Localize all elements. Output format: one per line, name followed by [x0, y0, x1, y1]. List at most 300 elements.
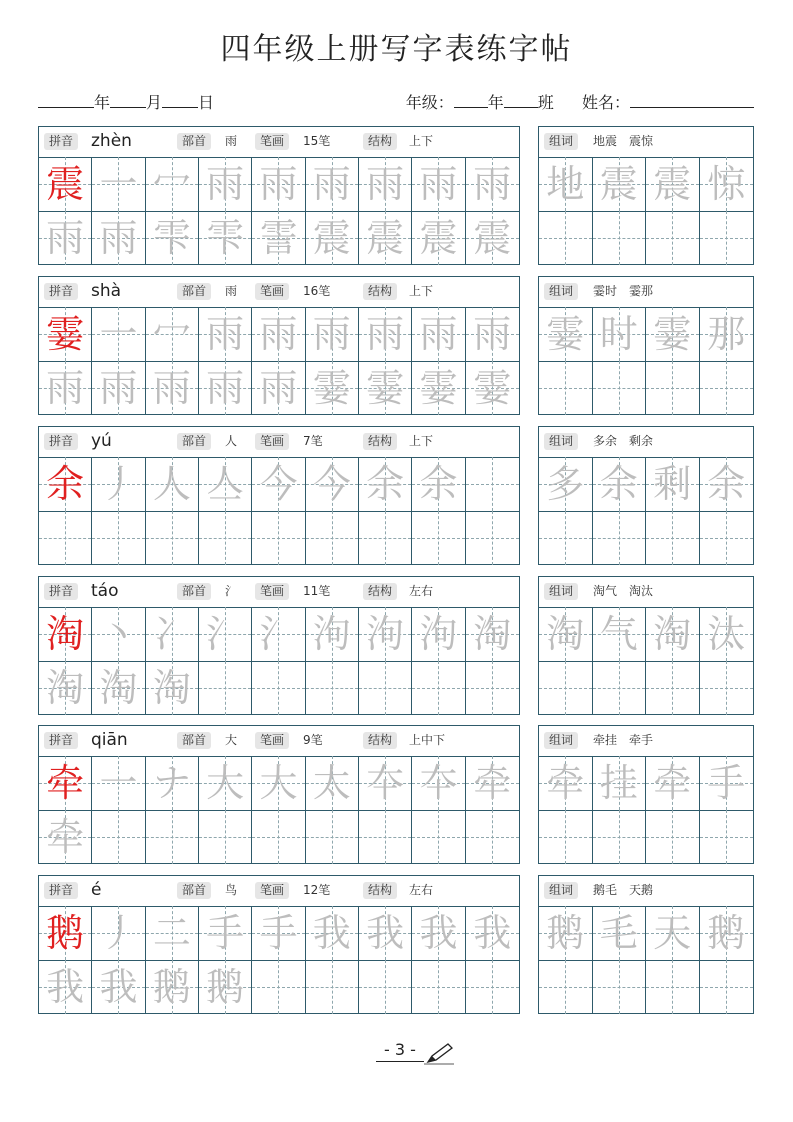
words-grid	[538, 126, 754, 265]
word-grid-cell[interactable]	[700, 960, 754, 1014]
grid-cell[interactable]	[359, 661, 412, 715]
grade-label: 年级：	[405, 93, 454, 112]
grid-cell[interactable]	[359, 307, 412, 361]
grid-cell[interactable]	[466, 511, 519, 565]
word-row	[539, 211, 753, 265]
words-header	[539, 577, 753, 608]
word-char: 震	[653, 162, 692, 206]
grid-cell[interactable]	[199, 307, 252, 361]
radical-value: 鸟	[225, 883, 238, 897]
stroke-step-char: 人	[152, 462, 191, 506]
grid-cell[interactable]	[359, 960, 412, 1014]
stroke-step-char: 手	[259, 911, 298, 955]
radical-value: 雨	[225, 284, 238, 298]
pen-icon	[424, 1042, 456, 1066]
word-char: 挂	[599, 761, 638, 805]
word-grid-cell[interactable]	[539, 457, 593, 511]
word-grid-cell[interactable]	[539, 157, 593, 211]
stroke-step-char	[252, 661, 304, 715]
stroke-step-char	[199, 810, 251, 864]
stroke-step-char	[252, 810, 304, 864]
grid-cell[interactable]	[146, 511, 199, 565]
stroke-step-char	[412, 661, 464, 715]
word-grid-cell[interactable]	[646, 810, 700, 864]
grid-cell[interactable]	[39, 607, 92, 661]
stroke-step-char: 雨	[206, 312, 245, 356]
strokes-tag: 笔画	[255, 882, 289, 899]
grid-cell[interactable]	[466, 361, 519, 415]
grid-cell[interactable]	[92, 906, 145, 960]
structure-tag: 结构	[363, 583, 397, 600]
grid-cell[interactable]	[92, 661, 145, 715]
word-grid-cell[interactable]	[700, 810, 754, 864]
stroke-step-char	[92, 810, 144, 864]
pinyin-value: qiān	[91, 730, 128, 750]
grid-cell[interactable]	[412, 457, 465, 511]
structure-value: 左右	[409, 584, 434, 598]
grid-cell[interactable]	[199, 756, 252, 810]
stroke-step-char: 雨	[206, 162, 245, 206]
year-blank[interactable]	[38, 91, 94, 108]
grid-cell[interactable]	[252, 607, 305, 661]
pinyin-tag: 拼音	[44, 133, 78, 150]
word-row	[539, 511, 753, 565]
word-grid-cell[interactable]	[646, 906, 700, 960]
stroke-step-char	[306, 810, 358, 864]
word-grid-cell[interactable]	[539, 307, 593, 361]
word-row	[539, 661, 753, 715]
grid-cell[interactable]	[92, 810, 145, 864]
stroke-step-char	[466, 960, 519, 1014]
strokes-tag: 笔画	[255, 433, 289, 450]
word-grid-cell[interactable]	[646, 157, 700, 211]
word-char: 地	[546, 162, 585, 206]
grid-cell[interactable]	[359, 607, 412, 661]
word-char: 剩	[653, 462, 692, 506]
word-grid-cell[interactable]	[700, 756, 754, 810]
word-grid-cell[interactable]	[593, 307, 647, 361]
grid-cell[interactable]	[412, 607, 465, 661]
grid-cell[interactable]	[412, 511, 465, 565]
strokes-tag: 笔画	[255, 583, 289, 600]
word-grid-cell[interactable]	[539, 906, 593, 960]
grid-cell[interactable]	[252, 157, 305, 211]
stroke-step-char	[39, 511, 91, 565]
word-char: 淘	[546, 612, 585, 656]
practice-grid	[38, 126, 520, 265]
grid-cell[interactable]	[146, 457, 199, 511]
grid-cell[interactable]	[39, 906, 92, 960]
words-header	[539, 427, 753, 458]
model-char: 鹅	[46, 911, 85, 955]
radical-tag: 部首	[177, 583, 211, 600]
grid-cell[interactable]	[146, 607, 199, 661]
word-grid-cell[interactable]	[593, 457, 647, 511]
word-grid-cell[interactable]	[646, 607, 700, 661]
radical-tag: 部首	[177, 133, 211, 150]
grid-cell[interactable]	[92, 756, 145, 810]
grid-cell[interactable]	[199, 607, 252, 661]
grid-cell[interactable]	[412, 361, 465, 415]
practice-grid	[38, 426, 520, 565]
word-grid-cell[interactable]	[646, 307, 700, 361]
strokes-tag: 笔画	[255, 283, 289, 300]
word-grid-cell[interactable]	[539, 756, 593, 810]
grid-cell[interactable]	[306, 661, 359, 715]
word-grid-cell[interactable]	[593, 211, 647, 265]
day-blank[interactable]	[162, 91, 198, 108]
word-grid-cell[interactable]	[539, 361, 593, 415]
strokes-tag: 笔画	[255, 732, 289, 749]
stroke-step-char: 雨	[419, 162, 458, 206]
char-block	[38, 576, 754, 715]
radical-tag: 部首	[177, 433, 211, 450]
grid-cell[interactable]	[252, 361, 305, 415]
student-fields	[406, 90, 754, 113]
word-grid-cell[interactable]	[593, 511, 647, 565]
grid-row	[39, 607, 519, 662]
grid-cell[interactable]	[146, 661, 199, 715]
strokes-value: 12笔	[303, 883, 331, 897]
grid-cell[interactable]	[306, 511, 359, 565]
grid-cell[interactable]	[466, 211, 519, 265]
grid-cell[interactable]	[146, 157, 199, 211]
words-grid	[538, 276, 754, 415]
grid-cell[interactable]	[146, 960, 199, 1014]
grid-cell[interactable]	[146, 906, 199, 960]
grid-cell[interactable]	[359, 756, 412, 810]
grid-cell[interactable]	[412, 307, 465, 361]
word-grid-cell[interactable]	[700, 307, 754, 361]
grid-cell[interactable]	[466, 756, 519, 810]
grid-cell[interactable]	[306, 906, 359, 960]
word-grid-cell[interactable]	[593, 157, 647, 211]
stroke-step-char: 一	[99, 162, 138, 206]
word-grid-cell[interactable]	[593, 906, 647, 960]
stroke-step-char: 淘	[152, 666, 191, 710]
radical-value: 氵	[225, 584, 238, 598]
stroke-step-char: 泃	[312, 612, 351, 656]
word-grid-cell[interactable]	[539, 211, 593, 265]
stroke-step-char: 冖	[152, 312, 191, 356]
stroke-step-char: 雨	[99, 216, 138, 260]
char-info-header	[39, 726, 519, 757]
stroke-step-char	[359, 511, 411, 565]
grade-blank[interactable]	[454, 91, 488, 108]
word-grid-cell[interactable]	[593, 607, 647, 661]
structure-tag: 结构	[363, 732, 397, 749]
grid-cell[interactable]	[359, 810, 412, 864]
words-grid	[538, 426, 754, 565]
word-char: 多	[546, 462, 585, 506]
grid-row	[39, 157, 519, 212]
word-grid-cell[interactable]	[539, 810, 593, 864]
word-grid-cell[interactable]	[539, 960, 593, 1014]
pinyin-value: shà	[91, 281, 122, 301]
stroke-step-char: 今	[312, 462, 351, 506]
month-blank[interactable]	[110, 91, 146, 108]
words-tag: 组词	[544, 433, 578, 450]
stroke-step-char	[412, 960, 464, 1014]
grid-cell[interactable]	[306, 457, 359, 511]
stroke-step-char: 氵	[206, 612, 245, 656]
words-header	[539, 876, 753, 907]
word-grid-cell[interactable]	[593, 960, 647, 1014]
stroke-step-char: 雨	[46, 216, 85, 260]
grid-cell[interactable]	[39, 211, 92, 265]
grid-cell[interactable]	[92, 607, 145, 661]
word-row	[539, 756, 753, 811]
grid-cell[interactable]	[146, 810, 199, 864]
grid-cell[interactable]	[252, 756, 305, 810]
stroke-step-char: 霎	[473, 366, 512, 410]
grid-cell[interactable]	[252, 960, 305, 1014]
stroke-step-char: 霅	[259, 216, 298, 260]
stroke-step-char	[306, 511, 358, 565]
words-header	[539, 726, 753, 757]
stroke-step-char: 震	[312, 216, 351, 260]
word-char: 手	[707, 761, 746, 805]
practice-grid	[38, 725, 520, 864]
structure-tag: 结构	[363, 433, 397, 450]
grid-cell[interactable]	[39, 511, 92, 565]
grid-cell[interactable]	[412, 756, 465, 810]
stroke-step-char	[199, 511, 251, 565]
stroke-step-char: 雨	[206, 366, 245, 410]
grid-cell[interactable]	[466, 307, 519, 361]
grid-cell[interactable]	[39, 157, 92, 211]
words-grid	[538, 725, 754, 864]
word-grid-cell[interactable]	[539, 661, 593, 715]
word-char: 淘	[653, 612, 692, 656]
grid-cell[interactable]	[466, 906, 519, 960]
word-grid-cell[interactable]	[700, 511, 754, 565]
grid-row	[39, 960, 519, 1014]
word-grid-cell[interactable]	[593, 756, 647, 810]
stroke-step-char: 亼	[206, 462, 245, 506]
word-grid-cell[interactable]	[700, 361, 754, 415]
grid-cell[interactable]	[306, 960, 359, 1014]
grid-cell[interactable]	[359, 457, 412, 511]
grid-cell[interactable]	[92, 307, 145, 361]
grid-cell[interactable]	[199, 211, 252, 265]
structure-tag: 结构	[363, 283, 397, 300]
word-grid-cell[interactable]	[700, 457, 754, 511]
word-grid-cell[interactable]	[646, 960, 700, 1014]
grid-cell[interactable]	[199, 361, 252, 415]
grid-cell[interactable]	[252, 307, 305, 361]
grid-cell[interactable]	[466, 810, 519, 864]
stroke-step-char: 牵	[473, 761, 512, 805]
stroke-step-char: 雨	[366, 162, 405, 206]
grid-cell[interactable]	[412, 661, 465, 715]
stroke-step-char: 震	[366, 216, 405, 260]
practice-grid	[38, 875, 520, 1014]
stroke-step-char: 我	[419, 911, 458, 955]
grid-row	[39, 756, 519, 811]
grid-cell[interactable]	[359, 906, 412, 960]
structure-value: 上中下	[409, 733, 446, 747]
grid-cell[interactable]	[92, 211, 145, 265]
grid-cell[interactable]	[39, 960, 92, 1014]
word-grid-cell[interactable]	[700, 211, 754, 265]
grid-row	[39, 661, 519, 715]
grid-cell[interactable]	[92, 511, 145, 565]
grid-cell[interactable]	[306, 607, 359, 661]
grid-cell[interactable]	[252, 211, 305, 265]
grid-cell[interactable]	[412, 906, 465, 960]
word-char: 震	[599, 162, 638, 206]
stroke-step-char: 我	[46, 965, 85, 1009]
class-blank[interactable]	[504, 91, 538, 108]
grid-cell[interactable]	[252, 457, 305, 511]
grid-cell[interactable]	[252, 511, 305, 565]
word-grid-cell[interactable]	[646, 511, 700, 565]
word-grid-cell[interactable]	[646, 211, 700, 265]
word-char: 那	[707, 312, 746, 356]
stroke-step-char	[199, 661, 251, 715]
month-label: 月	[146, 93, 163, 112]
grid-cell[interactable]	[39, 661, 92, 715]
pinyin-tag: 拼音	[44, 732, 78, 749]
stroke-step-char	[359, 960, 411, 1014]
words-tag: 组词	[544, 882, 578, 899]
grid-cell[interactable]	[252, 661, 305, 715]
word-grid-cell[interactable]	[700, 607, 754, 661]
grid-cell[interactable]	[92, 361, 145, 415]
grid-cell[interactable]	[466, 457, 519, 511]
grid-cell[interactable]	[359, 157, 412, 211]
grid-cell[interactable]	[39, 457, 92, 511]
stroke-step-char: 今	[259, 462, 298, 506]
year-label: 年	[94, 93, 111, 112]
grid-cell[interactable]	[252, 906, 305, 960]
grid-cell[interactable]	[199, 457, 252, 511]
word-grid-cell[interactable]	[700, 661, 754, 715]
word-grid-cell[interactable]	[646, 756, 700, 810]
char-block	[38, 276, 754, 415]
grid-cell[interactable]	[466, 157, 519, 211]
grid-cell[interactable]	[199, 661, 252, 715]
grid-cell[interactable]	[199, 157, 252, 211]
words-tag: 组词	[544, 283, 578, 300]
grid-cell[interactable]	[412, 211, 465, 265]
structure-tag: 结构	[363, 133, 397, 150]
grid-cell[interactable]	[39, 361, 92, 415]
model-char: 霎	[46, 312, 85, 356]
grid-cell[interactable]	[92, 157, 145, 211]
grid-cell[interactable]	[359, 361, 412, 415]
words-value: 霎时 霎那	[593, 284, 654, 298]
name-blank[interactable]	[630, 91, 754, 108]
structure-tag: 结构	[363, 882, 397, 899]
word-grid-cell[interactable]	[646, 661, 700, 715]
stroke-step-char: 雫	[206, 216, 245, 260]
radical-value: 人	[225, 434, 238, 448]
grid-cell[interactable]	[306, 810, 359, 864]
grid-cell[interactable]	[146, 211, 199, 265]
grid-cell[interactable]	[146, 756, 199, 810]
word-grid-cell[interactable]	[700, 157, 754, 211]
grid-cell[interactable]	[39, 756, 92, 810]
stroke-step-char: 雨	[99, 366, 138, 410]
words-value: 鹅毛 天鹅	[593, 883, 654, 897]
grid-cell[interactable]	[466, 960, 519, 1014]
word-grid-cell[interactable]	[646, 457, 700, 511]
word-grid-cell[interactable]	[700, 906, 754, 960]
word-row	[539, 810, 753, 864]
grid-cell[interactable]	[412, 810, 465, 864]
grid-cell[interactable]	[199, 960, 252, 1014]
radical-tag: 部首	[177, 882, 211, 899]
grade-year-label: 年	[487, 93, 504, 112]
char-info-header	[39, 577, 519, 608]
word-char: 鹅	[546, 911, 585, 955]
word-grid-cell[interactable]	[646, 361, 700, 415]
word-row	[539, 361, 753, 415]
grid-cell[interactable]	[306, 211, 359, 265]
stroke-step-char	[466, 661, 519, 715]
grid-cell[interactable]	[199, 810, 252, 864]
grid-cell[interactable]	[39, 307, 92, 361]
class-label: 班	[537, 93, 554, 112]
stroke-step-char: 我	[366, 911, 405, 955]
grid-cell[interactable]	[39, 810, 92, 864]
stroke-step-char: 二	[152, 911, 191, 955]
grid-cell[interactable]	[92, 457, 145, 511]
name-label: 姓名：	[581, 93, 630, 112]
pinyin-value: yú	[91, 431, 112, 451]
grid-cell[interactable]	[306, 361, 359, 415]
pinyin-tag: 拼音	[44, 283, 78, 300]
grid-cell[interactable]	[466, 607, 519, 661]
word-grid-cell[interactable]	[593, 810, 647, 864]
word-row	[539, 607, 753, 662]
grid-cell[interactable]	[466, 661, 519, 715]
grid-row	[39, 457, 519, 512]
grid-cell[interactable]	[359, 511, 412, 565]
grid-cell[interactable]	[146, 361, 199, 415]
grid-cell[interactable]	[306, 307, 359, 361]
char-block	[38, 426, 754, 565]
word-row	[539, 906, 753, 961]
grid-cell[interactable]	[252, 810, 305, 864]
stroke-step-char: 鹅	[206, 965, 245, 1009]
word-grid-cell[interactable]	[593, 361, 647, 415]
word-char: 惊	[707, 162, 746, 206]
word-grid-cell[interactable]	[539, 511, 593, 565]
word-grid-cell[interactable]	[539, 607, 593, 661]
grid-cell[interactable]	[306, 756, 359, 810]
grid-cell[interactable]	[199, 511, 252, 565]
word-grid-cell[interactable]	[593, 661, 647, 715]
stroke-step-char: 雨	[473, 312, 512, 356]
grid-cell[interactable]	[412, 157, 465, 211]
grid-cell[interactable]	[306, 157, 359, 211]
grid-cell[interactable]	[359, 211, 412, 265]
page-title: 四年级上册写字表练字帖	[220, 32, 573, 67]
meta-line	[38, 90, 754, 112]
stroke-step-char: 震	[473, 216, 512, 260]
grid-cell[interactable]	[199, 906, 252, 960]
strokes-value: 16笔	[303, 284, 331, 298]
grid-cell[interactable]	[412, 960, 465, 1014]
words-grid	[538, 875, 754, 1014]
stroke-step-char: 冫	[152, 612, 191, 656]
pinyin-tag: 拼音	[44, 882, 78, 899]
grid-cell[interactable]	[146, 307, 199, 361]
grid-cell[interactable]	[92, 960, 145, 1014]
